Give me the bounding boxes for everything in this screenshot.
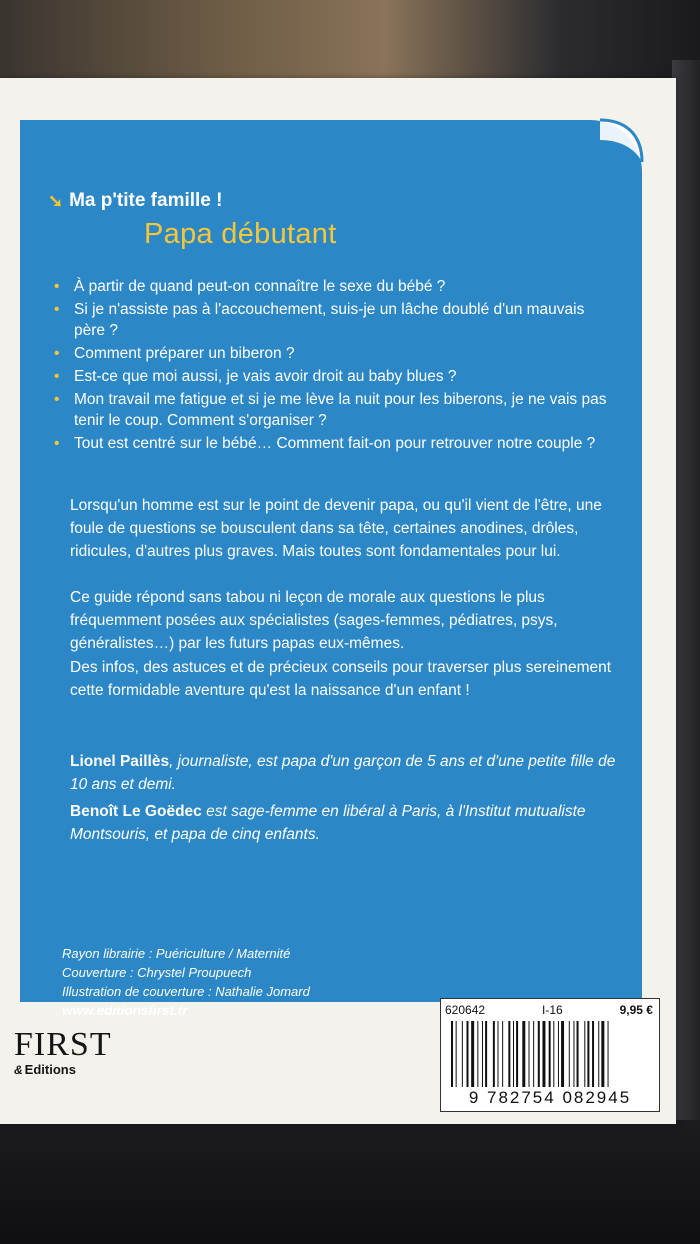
barcode-box	[440, 998, 660, 1112]
question-item: • Si je n'assiste pas à l'accouchement, suis-je un lâche doublé d'un mauvais père ?	[50, 299, 610, 341]
guide-paragraph: Ce guide répond sans tabou ni leçon de morale aux questions le plus fréquemment posées aux spécialistes (sages-femmes, pédiatres, psys, généralistes…) par les futurs papas eux-mêmes.	[70, 589, 558, 652]
series-name	[48, 190, 222, 212]
barcode-bar	[482, 1021, 483, 1087]
barcode-bar	[456, 1021, 457, 1087]
barcode-bar	[569, 1021, 570, 1087]
barcode-bar	[561, 1021, 564, 1087]
author-description: , journaliste, est papa d'un garçon de 5 ans et d'une petite fille de 10 ans et demi.	[70, 753, 616, 793]
page-curl-icon	[570, 110, 650, 190]
barcode-bar	[553, 1021, 554, 1087]
barcode-bar	[471, 1021, 474, 1087]
barcode-bar	[573, 1021, 574, 1087]
barcode-bar	[549, 1021, 551, 1087]
question-item: • Tout est centré sur le bébé… Comment fait-on pour retrouver notre couple ?	[50, 433, 610, 454]
publisher-name: FIRST	[14, 1026, 112, 1063]
series-label: Ma p'tite famille !	[69, 190, 223, 211]
website-link: www.editionsfirst.fr	[62, 1003, 188, 1018]
question-item: • Comment préparer un biberon ?	[50, 343, 610, 364]
author-bio	[70, 750, 630, 796]
barcode-bar	[598, 1021, 599, 1087]
barcode-bar	[542, 1021, 545, 1087]
barcode-bar	[498, 1021, 499, 1087]
barcode-bar	[502, 1021, 503, 1087]
product-code: 620642	[445, 1003, 486, 1017]
barcode-bar	[533, 1021, 534, 1087]
illustration-credit: Illustration de couverture : Nathalie Jomard	[62, 984, 310, 999]
reference-code: I-16	[541, 1003, 563, 1017]
barcode-bar	[467, 1021, 469, 1087]
isbn-digits: 9 782754 082945	[468, 1088, 632, 1107]
barcode-bar	[451, 1021, 453, 1087]
question-item: • À partir de quand peut-on connaître le sexe du bébé ?	[50, 276, 610, 297]
barcode-bar	[577, 1021, 579, 1087]
barcode-bar	[601, 1021, 604, 1087]
barcode-bar	[587, 1021, 589, 1087]
intro-paragraph: Lorsqu'un homme est sur le point de devenir papa, ou qu'il vient de l'être, une foule de questions se bousculent dans sa tête, certaines anodines, drôles, ridicules, d'autres plus graves. Mais toutes sont fondamentales pour lui.	[70, 497, 602, 560]
background-right	[672, 60, 700, 1130]
author-name: Benoît Le Goëdec	[70, 803, 202, 820]
barcode-bar	[477, 1021, 478, 1087]
barcode-bar	[592, 1021, 594, 1087]
publisher-mark: &	[14, 1062, 23, 1077]
price: 9,95 €	[619, 1003, 653, 1017]
book-title: Papa débutant	[144, 218, 337, 250]
question-item: • Est-ce que moi aussi, je vais avoir droit au baby blues ?	[50, 366, 610, 387]
cover-credit: Couverture : Chrystel Proupuech	[62, 965, 252, 980]
barcode-bar	[538, 1021, 540, 1087]
question-list	[50, 276, 610, 456]
author-bio	[70, 800, 630, 846]
publisher-logo	[14, 1028, 112, 1077]
publisher-sub	[14, 1062, 112, 1077]
background-top	[0, 0, 700, 90]
barcode-bar	[462, 1021, 463, 1087]
barcode-bar	[493, 1021, 495, 1087]
barcode-bar	[513, 1021, 514, 1087]
book-back-cover	[0, 78, 676, 1124]
publisher-sub-label: Editions	[24, 1062, 76, 1077]
credits-block	[62, 944, 462, 1020]
question-item: • Mon travail me fatigue et si je me lève la nuit pour les biberons, je ne vais pas tenir le coup. Comment s'organiser ?	[50, 389, 610, 431]
arrow-icon: ➘	[48, 190, 64, 211]
barcode-bar	[529, 1021, 530, 1087]
barcode-header	[441, 999, 659, 1019]
barcode-bar	[516, 1021, 518, 1087]
rayon-text: Rayon librairie : Puériculture / Maternité	[62, 946, 291, 961]
author-description: est sage-femme en libéral à Paris, à l'Institut mutualiste Montsouris, et papa de cinq enfants.	[70, 803, 586, 843]
barcode-bars	[451, 1021, 649, 1087]
barcode-bar	[485, 1021, 487, 1087]
barcode-bar	[508, 1021, 510, 1087]
tips-paragraph: Des infos, des astuces et de précieux conseils pour traverser plus sereinement cette formidable aventure qu'est la naissance d'un enfant !	[70, 659, 612, 699]
barcode-bar	[522, 1021, 525, 1087]
author-name: Lionel Paillès	[70, 753, 170, 770]
barcode-bar	[558, 1021, 559, 1087]
background-bottom	[0, 1120, 700, 1244]
barcode-bar	[584, 1021, 585, 1087]
barcode-bar	[608, 1021, 609, 1087]
